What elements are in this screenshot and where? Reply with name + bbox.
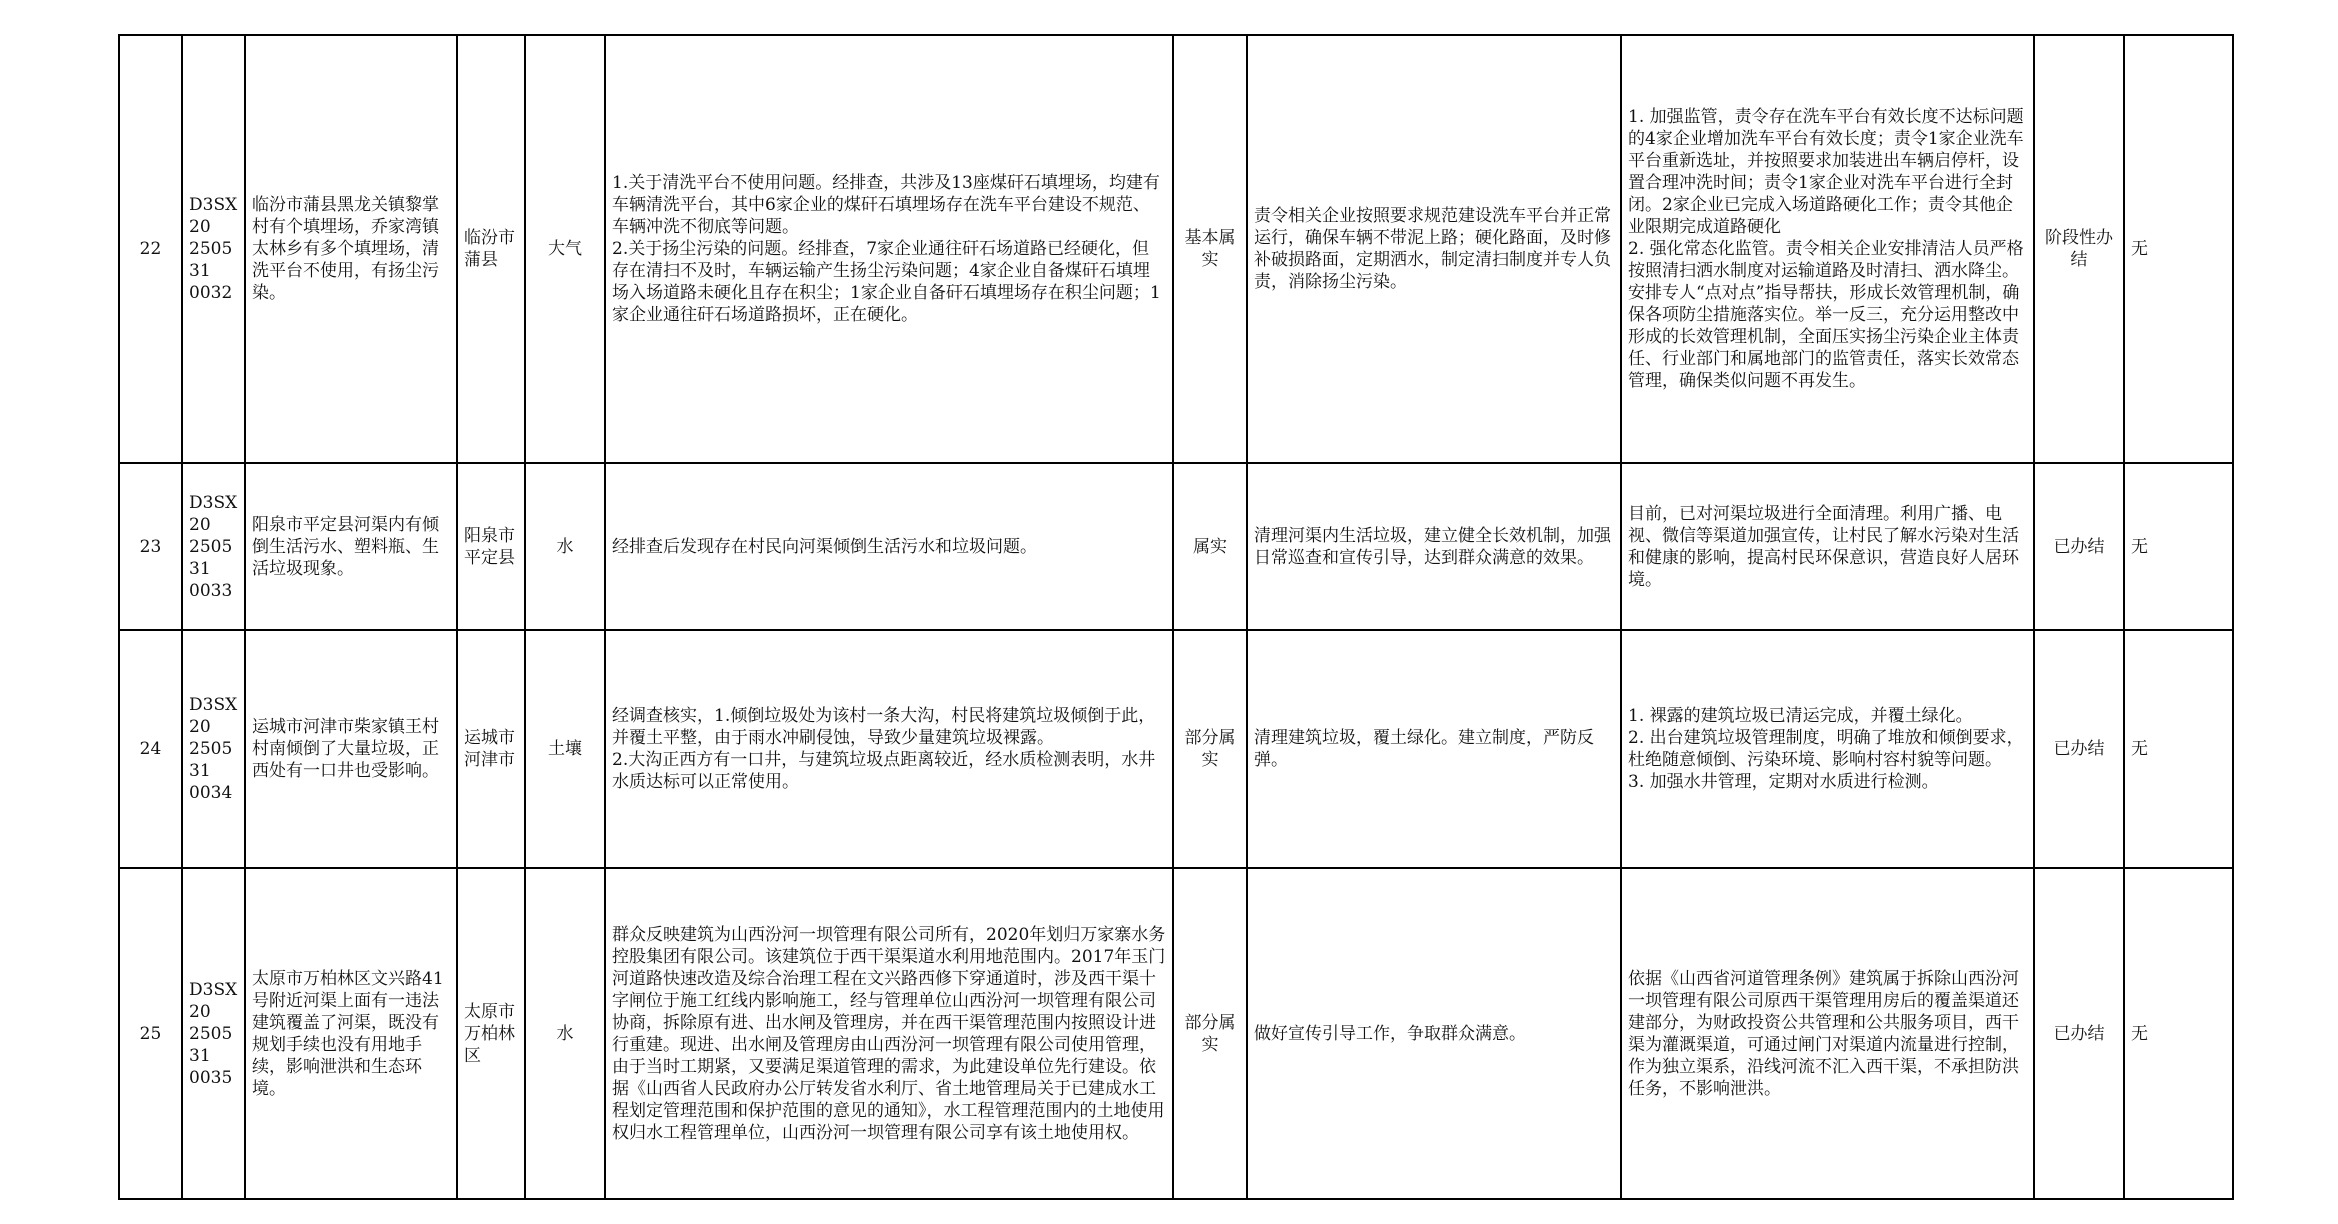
pollution-type: 水 xyxy=(525,868,605,1199)
investigation-finding: 群众反映建筑为山西汾河一坝管理有限公司所有，2020年划归万家寨水务控股集团有限公司。该建筑位于西干渠渠道水利用地范围内。2017年玉门河道路快速改造及综合治理工程在文兴路西修下穿通道时，涉及西干渠十字闸位于施工红线内影响施工，经与管理单位山西汾河一坝管理有限公司协商，拆除原有进、出水闸及管理房，并在西干渠管理范围内按照设计进行重建。现进、出水闸及管理房由山西汾河一坝管理有限公司使用管理，由于当时工期紧，又要满足渠道管理的需求，为此建设单位先行建设。依据《山西省人民政府办公厅转发省水利厅、省土地管理局关于已建成水工程划定管理范围和保护范围的意见的通知》，水工程管理范围内的土地使用权归水工程管理单位，山西汾河一坝管理有限公司享有该土地使用权。 xyxy=(605,868,1173,1199)
report-sheet xyxy=(118,34,2234,1200)
rectification-progress: 1. 加强监管，责令存在洗车平台有效长度不达标问题的4家企业增加洗车平台有效长度；责令1家企业洗车平台重新选址，并按照要求加装进出车辆启停杆，设置合理冲洗时间；责令1家企业对洗车平台进行全封闭。2家企业已完成入场道路硬化工作；责令其他企业限期完成道路硬化 2. 强化常态化监管。责令相关企业安排清洁人员严格按照清扫洒水制度对运输道路及时清扫、洒水降尘。安排专人“点对点”指导帮扶，形成长效管理机制，确保各项防尘措施落实位。举一反三，充分运用整改中形成的长效管理机制，全面压实扬尘污染企业主体责任、行业部门和属地部门的监管责任，落实长效常态管理，确保类似问题不再发生。 xyxy=(1621,35,2034,463)
case-code: D3SX20 250531 0033 xyxy=(182,463,245,630)
row-index: 25 xyxy=(119,868,182,1199)
status: 已办结 xyxy=(2034,630,2124,868)
region: 临汾市蒲县 xyxy=(457,35,525,463)
complaint-description: 太原市万柏林区文兴路41号附近河渠上面有一违法建筑覆盖了河渠，既没有规划手续也没有用地手续，影响泄洪和生态环境。 xyxy=(245,868,457,1199)
complaint-description: 阳泉市平定县河渠内有倾倒生活污水、塑料瓶、生活垃圾现象。 xyxy=(245,463,457,630)
region: 运城市河津市 xyxy=(457,630,525,868)
table-row xyxy=(119,35,2233,463)
case-code: D3SX20 250531 0032 xyxy=(182,35,245,463)
case-code: D3SX20 250531 0035 xyxy=(182,868,245,1199)
status: 已办结 xyxy=(2034,868,2124,1199)
rectification-progress: 1. 裸露的建筑垃圾已清运完成，并覆土绿化。 2. 出台建筑垃圾管理制度，明确了堆放和倾倒要求，杜绝随意倾倒、污染环境、影响村容村貌等问题。 3. 加强水井管理，定期对水质进行检测。 xyxy=(1621,630,2034,868)
pollution-type: 水 xyxy=(525,463,605,630)
rectification-progress: 目前，已对河渠垃圾进行全面清理。利用广播、电视、微信等渠道加强宣传，让村民了解水污染对生活和健康的影响，提高村民环保意识，营造良好人居环境。 xyxy=(1621,463,2034,630)
accountability: 无 xyxy=(2124,868,2233,1199)
table-row xyxy=(119,463,2233,630)
complaint-table xyxy=(118,34,2234,1200)
row-index: 23 xyxy=(119,463,182,630)
table-row xyxy=(119,868,2233,1199)
investigation-finding: 经调查核实，1.倾倒垃圾处为该村一条大沟，村民将建筑垃圾倾倒于此，并覆土平整，由于雨水冲刷侵蚀，导致少量建筑垃圾裸露。 2.大沟正西方有一口井，与建筑垃圾点距离较近，经水质检测表明，水井水质达标可以正常使用。 xyxy=(605,630,1173,868)
verdict: 属实 xyxy=(1173,463,1247,630)
region: 阳泉市平定县 xyxy=(457,463,525,630)
status: 已办结 xyxy=(2034,463,2124,630)
complaint-description: 临汾市蒲县黑龙关镇黎掌村有个填埋场，乔家湾镇太林乡有多个填埋场，清洗平台不使用，有扬尘污染。 xyxy=(245,35,457,463)
handling-measures: 清理河渠内生活垃圾，建立健全长效机制，加强日常巡查和宣传引导，达到群众满意的效果。 xyxy=(1247,463,1621,630)
row-index: 24 xyxy=(119,630,182,868)
verdict: 部分属实 xyxy=(1173,630,1247,868)
accountability: 无 xyxy=(2124,35,2233,463)
pollution-type: 大气 xyxy=(525,35,605,463)
rectification-progress: 依据《山西省河道管理条例》建筑属于拆除山西汾河一坝管理有限公司原西干渠管理用房后的覆盖渠道还建部分，为财政投资公共管理和公共服务项目，西干渠为灌溉渠道，可通过闸门对渠道内流量进行控制，作为独立渠系，沿线河流不汇入西干渠，不承担防洪任务，不影响泄洪。 xyxy=(1621,868,2034,1199)
case-code: D3SX20 250531 0034 xyxy=(182,630,245,868)
handling-measures: 做好宣传引导工作，争取群众满意。 xyxy=(1247,868,1621,1199)
row-index: 22 xyxy=(119,35,182,463)
complaint-description: 运城市河津市柴家镇王村村南倾倒了大量垃圾，正西处有一口井也受影响。 xyxy=(245,630,457,868)
investigation-finding: 经排查后发现存在村民向河渠倾倒生活污水和垃圾问题。 xyxy=(605,463,1173,630)
verdict: 部分属实 xyxy=(1173,868,1247,1199)
accountability: 无 xyxy=(2124,630,2233,868)
status: 阶段性办结 xyxy=(2034,35,2124,463)
accountability: 无 xyxy=(2124,463,2233,630)
investigation-finding: 1.关于清洗平台不使用问题。经排查，共涉及13座煤矸石填埋场，均建有车辆清洗平台，其中6家企业的煤矸石填埋场存在洗车平台建设不规范、车辆冲洗不彻底等问题。 2.关于扬尘污染的问题。经排查，7家企业通往矸石场道路已经硬化，但存在清扫不及时，车辆运输产生扬尘污染问题；4家企业自备煤矸石填埋场入场道路未硬化且存在积尘；1家企业自备矸石填埋场存在积尘问题；1家企业通往矸石场道路损坏，正在硬化。 xyxy=(605,35,1173,463)
handling-measures: 清理建筑垃圾，覆土绿化。建立制度，严防反弹。 xyxy=(1247,630,1621,868)
region: 太原市万柏林区 xyxy=(457,868,525,1199)
handling-measures: 责令相关企业按照要求规范建设洗车平台并正常运行，确保车辆不带泥上路；硬化路面，及时修补破损路面，定期洒水，制定清扫制度并专人负责，消除扬尘污染。 xyxy=(1247,35,1621,463)
verdict: 基本属实 xyxy=(1173,35,1247,463)
table-row xyxy=(119,630,2233,868)
pollution-type: 土壤 xyxy=(525,630,605,868)
